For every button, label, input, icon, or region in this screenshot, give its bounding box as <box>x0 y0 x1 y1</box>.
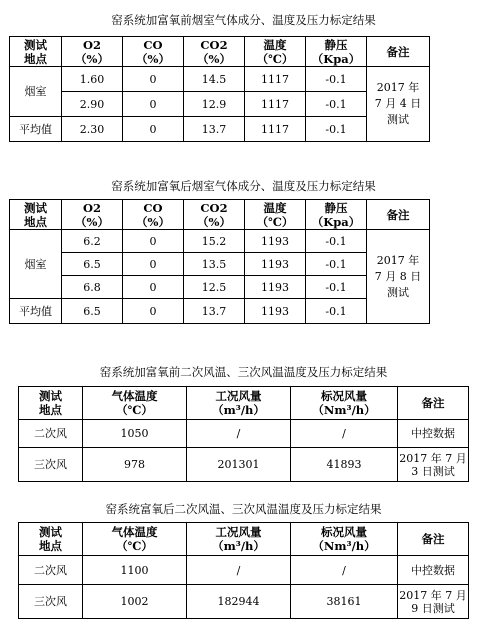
section3-table <box>18 386 469 482</box>
o2-cell: 6.5 <box>62 299 123 324</box>
header-location: 测试 地点 <box>10 37 62 67</box>
header-standard-airflow: 标况风量 （Nm³/h） <box>291 523 398 556</box>
header-temperature: 温度 （℃） <box>245 200 306 230</box>
o2-cell: 6.5 <box>62 253 123 276</box>
location-cell: 三次风 <box>19 448 83 482</box>
section3-title: 窑系统加富氧前二次风温、三次风温温度及压力标定结果 <box>99 365 388 379</box>
co-cell: 0 <box>123 299 184 324</box>
working-airflow-cell: 182944 <box>187 585 291 619</box>
working-airflow-cell: / <box>187 420 291 448</box>
pressure-cell: -0.1 <box>306 299 367 324</box>
table-row <box>19 448 469 482</box>
header-static-pressure: 静压 （Kpa） <box>306 37 367 67</box>
working-airflow-cell: 201301 <box>187 448 291 482</box>
header-remarks: 备注 <box>398 523 469 556</box>
location-cell: 烟室 <box>10 67 62 117</box>
header-gas-temperature: 气体温度 （℃） <box>83 523 187 556</box>
pressure-cell: -0.1 <box>306 253 367 276</box>
average-label: 平均值 <box>10 117 62 142</box>
standard-airflow-cell: 38161 <box>291 585 398 619</box>
o2-cell: 2.90 <box>62 92 123 117</box>
o2-cell: 2.30 <box>62 117 123 142</box>
co-cell: 0 <box>123 92 184 117</box>
header-co: CO （%） <box>123 200 184 230</box>
pressure-cell: -0.1 <box>306 67 367 92</box>
header-location: 测试 地点 <box>10 200 62 230</box>
gas-temperature-cell: 978 <box>83 448 187 482</box>
location-cell: 三次风 <box>19 585 83 619</box>
co-cell: 0 <box>123 67 184 92</box>
header-working-airflow: 工况风量 （m³/h） <box>187 387 291 420</box>
remarks-cell: 2017 年 7 月 8 日 测试 <box>367 230 430 324</box>
table-row <box>10 230 430 253</box>
remarks-cell: 2017 年 7 月 3 日测试 <box>398 448 469 482</box>
section4-title: 窑系统富氧后二次风温、三次风温温度及压力标定结果 <box>105 502 382 516</box>
section1-title: 窑系统加富氧前烟室气体成分、温度及压力标定结果 <box>111 13 376 27</box>
o2-cell: 6.8 <box>62 276 123 299</box>
header-location: 测试 地点 <box>19 387 83 420</box>
table-row <box>19 420 469 448</box>
location-cell: 二次风 <box>19 556 83 585</box>
temperature-cell: 1117 <box>245 117 306 142</box>
header-gas-temperature: 气体温度 （℃） <box>83 387 187 420</box>
header-working-airflow: 工况风量 （m³/h） <box>187 523 291 556</box>
working-airflow-cell: / <box>187 556 291 585</box>
o2-cell: 6.2 <box>62 230 123 253</box>
gas-temperature-cell: 1100 <box>83 556 187 585</box>
header-location: 测试 地点 <box>19 523 83 556</box>
header-o2: O2 （%） <box>62 200 123 230</box>
header-co2: CO2 （%） <box>184 200 245 230</box>
co-cell: 0 <box>123 253 184 276</box>
location-cell: 烟室 <box>10 230 62 299</box>
gas-temperature-cell: 1050 <box>83 420 187 448</box>
co2-cell: 14.5 <box>184 67 245 92</box>
header-static-pressure: 静压 （Kpa） <box>306 200 367 230</box>
co2-cell: 13.5 <box>184 253 245 276</box>
co-cell: 0 <box>123 117 184 142</box>
co2-cell: 12.9 <box>184 92 245 117</box>
pressure-cell: -0.1 <box>306 276 367 299</box>
table-row <box>19 556 469 585</box>
o2-cell: 1.60 <box>62 67 123 92</box>
temperature-cell: 1193 <box>245 276 306 299</box>
header-co2: CO2 （%） <box>184 37 245 67</box>
co2-cell: 13.7 <box>184 117 245 142</box>
standard-airflow-cell: / <box>291 420 398 448</box>
header-remarks: 备注 <box>398 387 469 420</box>
header-o2: O2 （%） <box>62 37 123 67</box>
temperature-cell: 1193 <box>245 253 306 276</box>
section2-title: 窑系统加富氧后烟室气体成分、温度及压力标定结果 <box>111 179 376 193</box>
header-remarks: 备注 <box>367 200 430 230</box>
temperature-cell: 1193 <box>245 299 306 324</box>
remarks-cell: 2017 年 7 月 9 日测试 <box>398 585 469 619</box>
co2-cell: 12.5 <box>184 276 245 299</box>
remarks-cell: 2017 年 7 月 4 日 测试 <box>367 67 430 142</box>
remarks-cell: 中控数据 <box>398 556 469 585</box>
table-row <box>10 67 430 92</box>
standard-airflow-cell: / <box>291 556 398 585</box>
header-temperature: 温度 （℃） <box>245 37 306 67</box>
temperature-cell: 1117 <box>245 92 306 117</box>
average-label: 平均值 <box>10 299 62 324</box>
co2-cell: 15.2 <box>184 230 245 253</box>
pressure-cell: -0.1 <box>306 92 367 117</box>
table-row <box>19 585 469 619</box>
temperature-cell: 1117 <box>245 67 306 92</box>
header-co: CO （%） <box>123 37 184 67</box>
section2-table <box>9 199 430 324</box>
pressure-cell: -0.1 <box>306 117 367 142</box>
co-cell: 0 <box>123 230 184 253</box>
section1-table <box>9 36 430 142</box>
co2-cell: 13.7 <box>184 299 245 324</box>
header-standard-airflow: 标况风量 （Nm³/h） <box>291 387 398 420</box>
remarks-cell: 中控数据 <box>398 420 469 448</box>
gas-temperature-cell: 1002 <box>83 585 187 619</box>
standard-airflow-cell: 41893 <box>291 448 398 482</box>
header-remarks: 备注 <box>367 37 430 67</box>
temperature-cell: 1193 <box>245 230 306 253</box>
pressure-cell: -0.1 <box>306 230 367 253</box>
section4-table <box>18 522 469 619</box>
location-cell: 二次风 <box>19 420 83 448</box>
co-cell: 0 <box>123 276 184 299</box>
